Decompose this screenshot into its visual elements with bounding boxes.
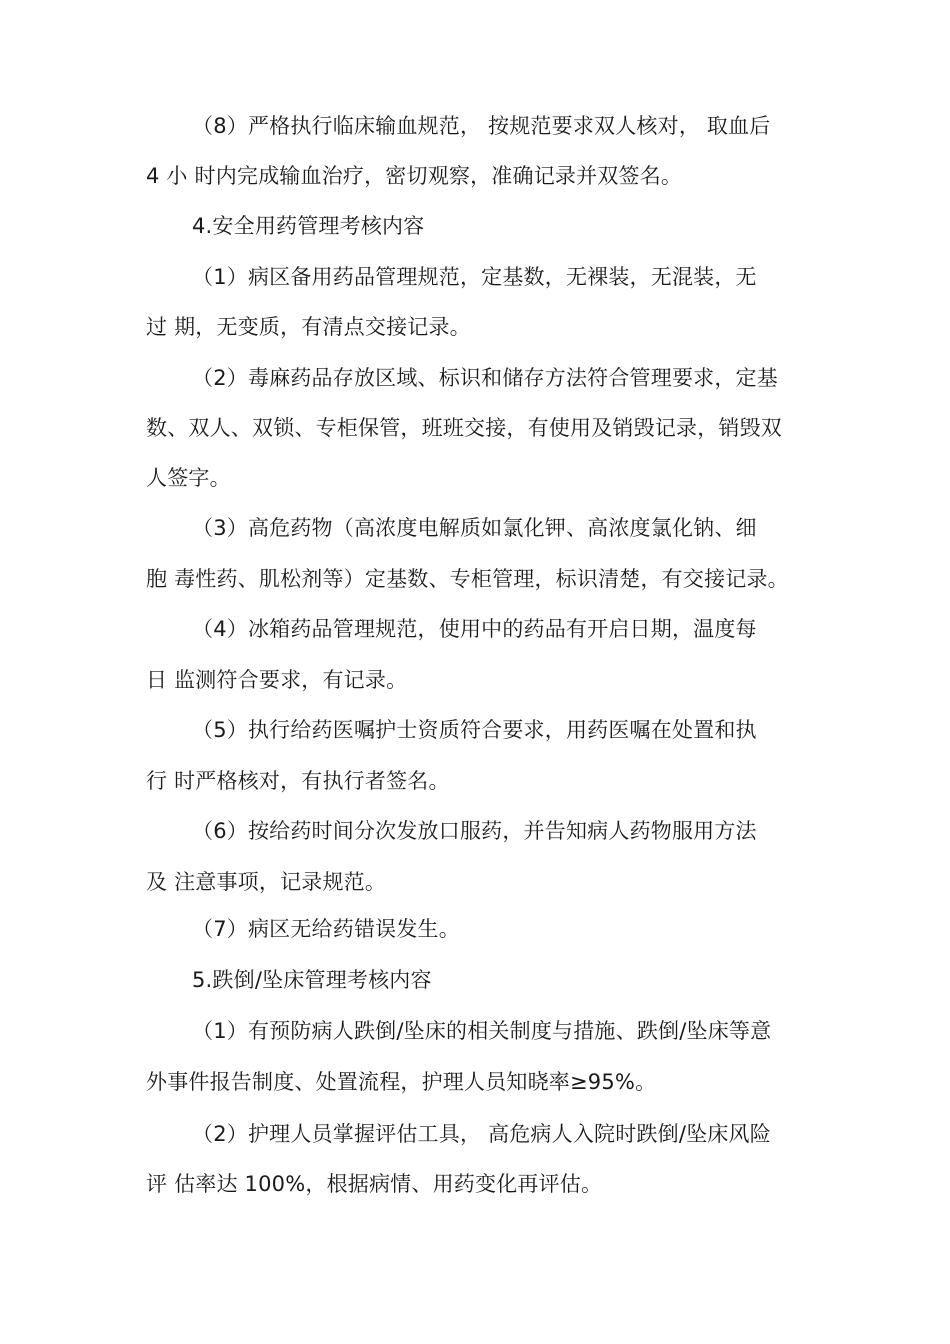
paragraph-5-line-2: 行 时严格核对，有执行者签名。 <box>146 769 450 793</box>
paragraph-5-line-1: （5）执行给药医嘱护士资质符合要求，用药医嘱在处置和执 <box>192 718 757 742</box>
paragraph-2-line-1: （2）毒麻药品存放区域、标识和储存方法符合管理要求，定基 <box>192 366 778 390</box>
paragraph-4-line-1: （4）冰箱药品管理规范，使用中的药品有开启日期，温度每 <box>192 617 757 641</box>
paragraph-8-blood-transfusion-line-2: 4 小 时内完成输血治疗，密切观察，准确记录并双签名。 <box>146 164 683 188</box>
paragraph-2-line-3: 人签字。 <box>146 466 231 490</box>
paragraph-3-line-2: 胞 毒性药、肌松剂等）定基数、专柜管理，标识清楚，有交接记录。 <box>146 567 789 591</box>
paragraph-3-line-1: （3）高危药物（高浓度电解质如氯化钾、高浓度氯化钠、细 <box>192 516 757 540</box>
fall-paragraph-2-line-2: 评 估率达 100%，根据病情、用药变化再评估。 <box>146 1172 603 1196</box>
paragraph-7-line-1: （7）病区无给药错误发生。 <box>192 917 460 941</box>
paragraph-6-line-2: 及 注意事项，记录规范。 <box>146 870 387 894</box>
section-5-heading: 5.跌倒/坠床管理考核内容 <box>192 968 432 992</box>
fall-paragraph-2-line-1: （2）护理人员掌握评估工具， 高危病人入院时跌倒/坠床风险 <box>192 1122 771 1146</box>
fall-paragraph-1-line-1: （1）有预防病人跌倒/坠床的相关制度与措施、跌倒/坠床等意 <box>192 1019 772 1043</box>
paragraph-4-line-2: 日 监测符合要求，有记录。 <box>146 668 408 692</box>
paragraph-2-line-2: 数、双人、双锁、专柜保管，班班交接，有使用及销毁记录，销毁双 <box>146 416 782 440</box>
section-4-heading: 4.安全用药管理考核内容 <box>192 214 425 238</box>
paragraph-8-blood-transfusion-line-1: （8）严格执行临床输血规范， 按规范要求双人核对， 取血后 <box>192 114 771 138</box>
fall-paragraph-1-line-2: 外事件报告制度、处置流程，护理人员知晓率≥95%。 <box>146 1070 657 1094</box>
paragraph-1-line-2: 过 期，无变质，有清点交接记录。 <box>146 315 471 339</box>
paragraph-6-line-1: （6）按给药时间分次发放口服药，并告知病人药物服用方法 <box>192 819 757 843</box>
paragraph-1-line-1: （1）病区备用药品管理规范，定基数，无裸装，无混装，无 <box>192 265 757 289</box>
